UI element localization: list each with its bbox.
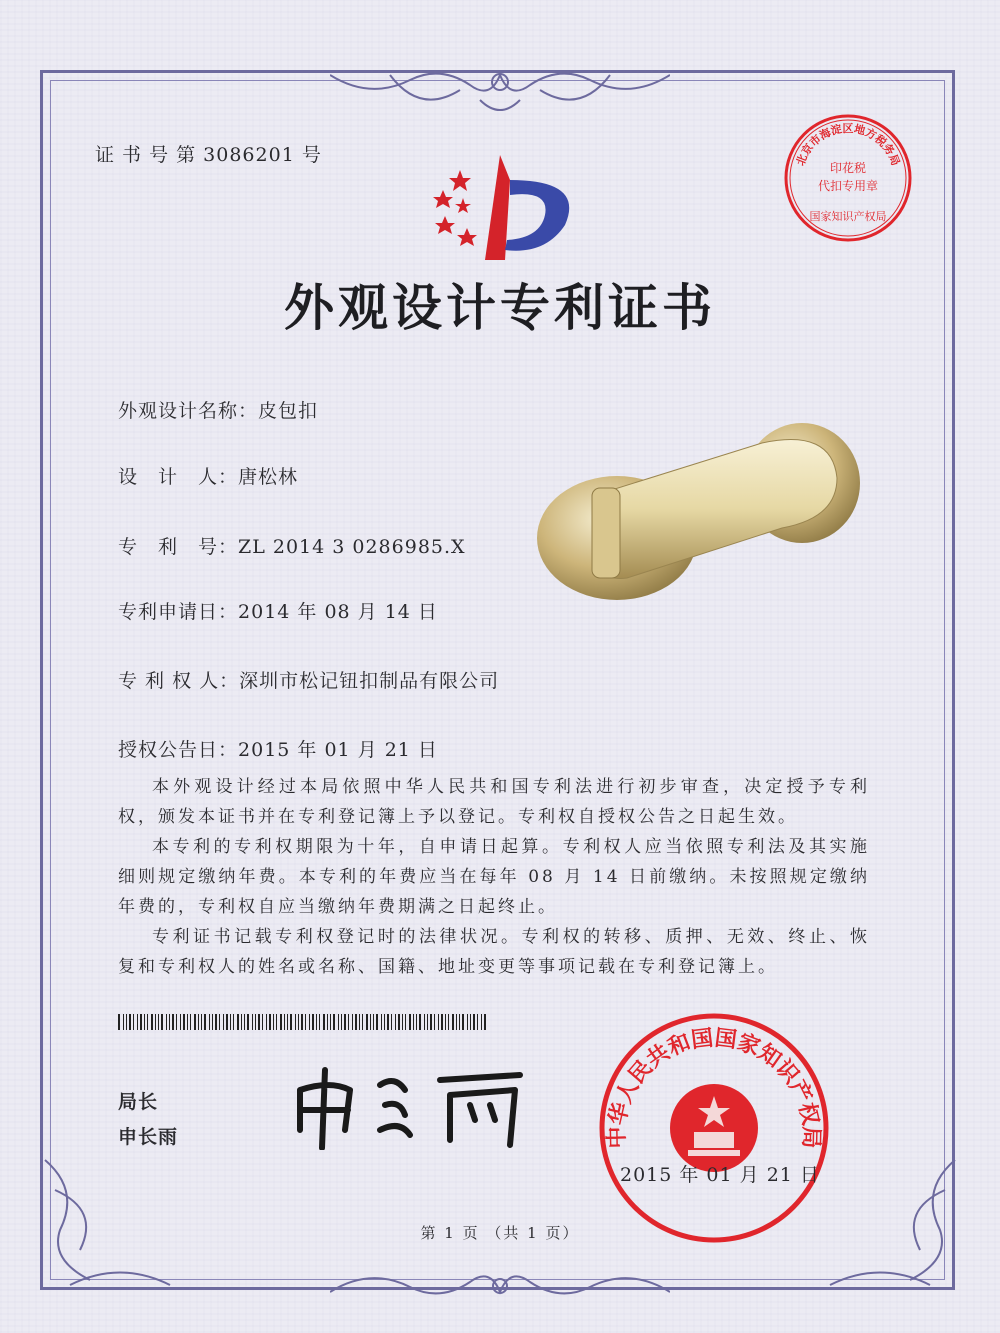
field-value: 唐松林 <box>238 466 299 488</box>
field-label: 专 利 号： <box>118 536 239 558</box>
field-designer <box>118 462 298 489</box>
small-seal-center-line-1: 印花税 <box>829 161 867 175</box>
product-image <box>532 408 862 608</box>
seal-date: 2015 年 01 月 21 日 <box>620 1164 820 1186</box>
field-label: 专利申请日： <box>118 601 239 623</box>
bottom-left-corner-ornament <box>40 1150 180 1290</box>
field-patent-number <box>118 532 466 559</box>
national-ipa-seal <box>598 1012 830 1244</box>
cnipa-logo-icon <box>415 150 590 265</box>
field-value: ZL 2014 3 0286985.X <box>238 536 466 558</box>
certificate-number: 证 书 号 第 3086201 号 <box>95 144 322 166</box>
barcode <box>118 1014 488 1030</box>
director-signature <box>280 1060 540 1150</box>
certificate-title: 外观设计专利证书 <box>284 279 716 337</box>
field-value: 皮包扣 <box>258 400 319 422</box>
bottom-right-corner-ornament <box>820 1150 960 1290</box>
small-seal-outer-text: 北京市海淀区地方税务局 <box>793 122 903 168</box>
field-design-name <box>118 396 318 423</box>
field-value: 2015 年 01 月 21 日 <box>238 739 438 761</box>
small-seal-center-line-2: 代扣专用章 <box>817 179 879 193</box>
director-title: 局长 <box>118 1091 159 1113</box>
field-value: 2014 年 08 月 14 日 <box>238 601 438 623</box>
field-label: 授权公告日： <box>118 739 239 761</box>
national-emblem-icon <box>670 1084 758 1172</box>
body-paragraph: 专利证书记载专利权登记时的法律状况。专利权的转移、质押、无效、终止、恢复和专利权人的姓名或名称、国籍、地址变更等事项记载在专利登记簿上。 <box>118 927 870 977</box>
body-paragraph: 本专利的专利权期限为十年，自申请日起算。专利权人应当依照专利法及其实施细则规定缴纳年费。本专利的年费应当在每年 08 月 14 日前缴纳。未按照规定缴纳年费的，专利权自应当缴纳年费期满之日起终止。 <box>118 837 870 917</box>
field-value: 深圳市松记钮扣制品有限公司 <box>239 670 500 692</box>
field-label: 专 利 权 人： <box>118 670 240 692</box>
field-application-date <box>118 597 438 624</box>
bottom-ornament <box>330 1262 670 1312</box>
field-label: 外观设计名称： <box>118 400 259 422</box>
big-seal-text: 中华人民共和国国家知识产权局 <box>604 1025 824 1149</box>
director-name: 申长雨 <box>118 1126 179 1148</box>
page-number: 第 1 页 （共 1 页） <box>420 1224 580 1242</box>
body-paragraph: 本外观设计经过本局依照中华人民共和国专利法进行初步审查，决定授予专利权，颁发本证书并在专利登记簿上予以登记。专利权自授权公告之日起生效。 <box>118 777 870 827</box>
field-patentee <box>118 666 499 693</box>
small-seal-bottom-text: 国家知识产权局 <box>809 210 887 223</box>
field-grant-date <box>118 735 438 762</box>
certificate-body <box>118 772 870 982</box>
field-label: 设 计 人： <box>118 466 239 488</box>
tax-stamp-seal <box>782 112 914 244</box>
top-ornament <box>330 60 670 120</box>
